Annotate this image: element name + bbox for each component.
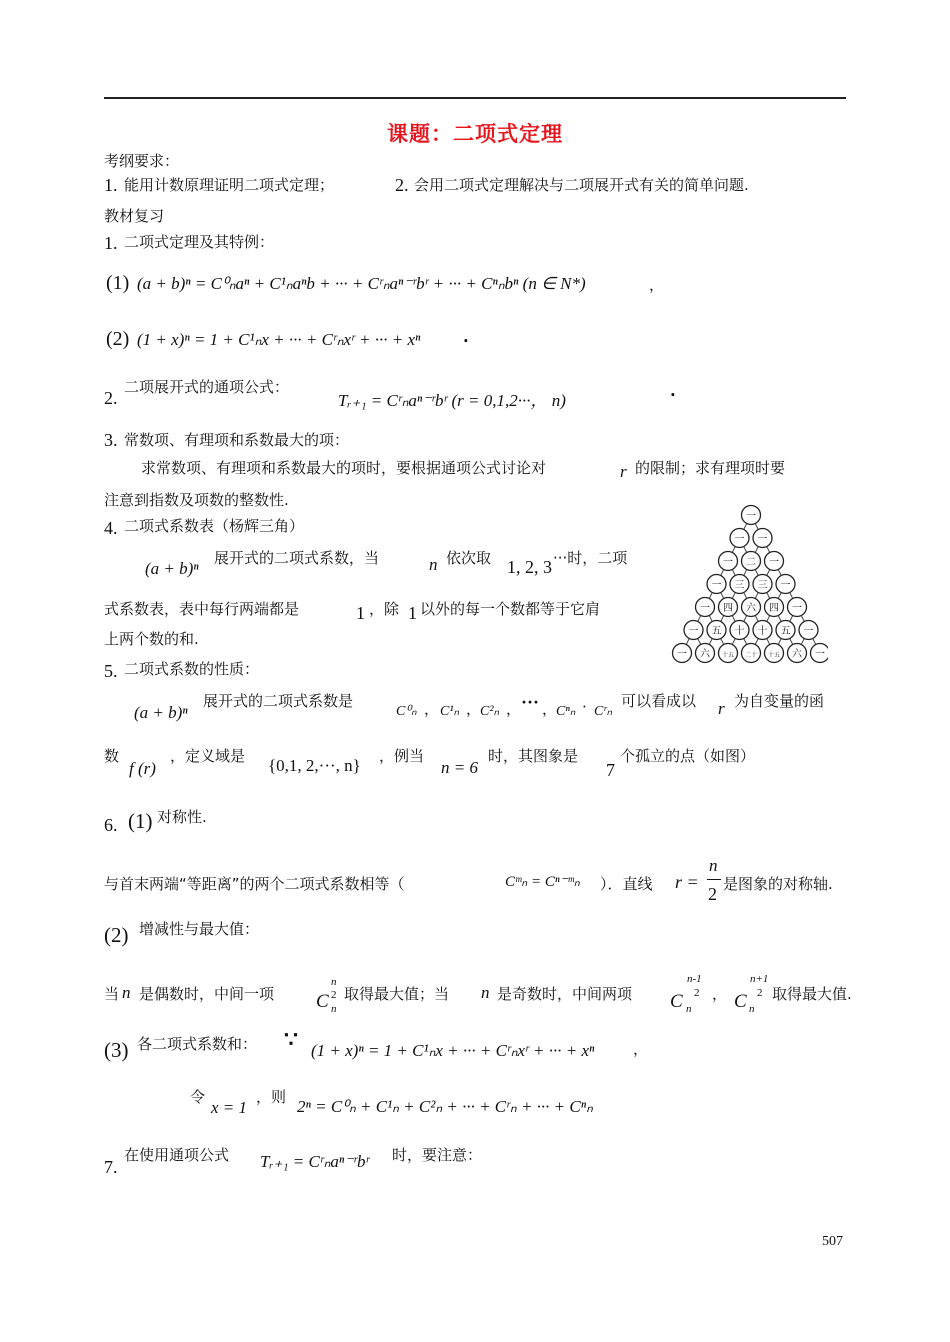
- odd-coef-sup-a: n-1: [687, 973, 702, 985]
- item5-domain: {0,1, 2,···, n}: [268, 756, 361, 775]
- req-text-1: 能用计数原理证明二项式定理；: [124, 176, 335, 194]
- item3-text-c: 注意到指数及项数的整数性.: [104, 491, 289, 509]
- formula1-label: (1): [106, 272, 130, 294]
- item4-number: 4.: [104, 518, 118, 538]
- max-text-a: 当: [104, 985, 120, 1003]
- triangle-node-label: 三: [757, 580, 768, 591]
- item6-number: 6.: [104, 815, 118, 835]
- triangle-node-label: 一: [780, 580, 791, 591]
- max-text-e: ，: [712, 985, 728, 1003]
- symmetry-numerator: n: [709, 856, 718, 875]
- section-review: 教材复习: [104, 207, 165, 225]
- item7-tail: 时，要注意：: [392, 1146, 483, 1164]
- symmetry-axis-lhs: r =: [675, 872, 699, 892]
- req-text-2: 会用二项式定理解决与二项展开式有关的简单问题.: [414, 176, 749, 194]
- item4-one-b: 1: [408, 603, 417, 623]
- triangle-node-label: 五: [780, 626, 791, 637]
- triangle-node-label: 十: [734, 626, 745, 637]
- item4-sequence: 1, 2, 3: [507, 557, 552, 577]
- coef-dot: ·: [582, 698, 587, 716]
- item5-text-f: ，例当: [379, 747, 425, 765]
- item4-heading: 二项式系数表（杨辉三角）: [124, 517, 305, 535]
- item7-text: 在使用通项公式: [124, 1146, 230, 1164]
- req-number-1: 1.: [104, 175, 118, 195]
- item5-seven: 7: [606, 760, 615, 780]
- item6-part2-heading: 增减性与最大值：: [139, 920, 260, 938]
- triangle-node-label: 一: [815, 649, 825, 660]
- yang-hui-triangle: [666, 503, 828, 673]
- coef-c1: C¹ₙ: [440, 704, 460, 719]
- even-coef-sup-num: n: [331, 976, 337, 988]
- odd-coef-sup-b: n+1: [750, 973, 769, 985]
- triangle-node-label: 一: [803, 626, 814, 637]
- triangle-node-label: 十五: [721, 652, 735, 659]
- triangle-node-label: 四: [769, 603, 779, 614]
- special-case-formula: (1 + x)ⁿ = 1 + C¹ₙx + ··· + Cʳₙxʳ + ··· + xⁿ: [137, 330, 421, 349]
- because-symbol: ∵: [284, 1027, 298, 1052]
- page-title: 课题：二项式定理: [387, 122, 563, 146]
- max-text-b: 是偶数时，中间一项: [139, 985, 275, 1003]
- triangle-node-label: 一: [677, 649, 687, 660]
- odd-coef-sub-a: n: [686, 1003, 692, 1015]
- triangle-node-label: 一: [734, 534, 745, 545]
- item5-number: 5.: [104, 661, 118, 681]
- item5-binomial: (a + b)ⁿ: [134, 703, 188, 722]
- triangle-node-label: 六: [792, 649, 802, 660]
- odd-coef-den-a: 2: [694, 987, 700, 999]
- item1-number: 1.: [104, 233, 118, 253]
- item5-heading: 二项式系数的性质：: [124, 660, 260, 678]
- formula2-tail: .: [463, 328, 469, 346]
- triangle-node-label: 六: [746, 603, 756, 614]
- item4-text-f: 以外的每一个数都等于它肩: [420, 600, 601, 618]
- coef-c0: C⁰ₙ: [396, 704, 417, 719]
- triangle-node-label: 五: [711, 626, 722, 637]
- item5-text-h: 个孤立的点（如图）: [620, 747, 756, 765]
- item2-heading: 二项展开式的通项公式：: [124, 378, 290, 396]
- triangle-node-label: 二十: [744, 652, 758, 659]
- symmetry-text-c: 是图象的对称轴.: [723, 875, 833, 893]
- item4-one-a: 1: [356, 603, 365, 623]
- triangle-node-label: 六: [700, 649, 710, 660]
- item5-text-a: 展开式的二项式系数是: [203, 692, 354, 710]
- odd-coef-letter-b: C: [734, 991, 747, 1012]
- page-number: 507: [822, 1234, 843, 1249]
- triangle-node-label: 一: [700, 603, 710, 614]
- item5-text-b: 可以看成以: [621, 692, 697, 710]
- even-coef-sub: n: [331, 1003, 337, 1015]
- item4-binomial: (a + b)ⁿ: [145, 559, 199, 578]
- item4-text-b: 依次取: [446, 549, 492, 567]
- item5-function: f (r): [129, 759, 156, 778]
- item4-text-c: ···时，二项: [553, 549, 628, 567]
- max-n-b: n: [481, 983, 490, 1002]
- symmetry-text-b: ）．直线: [600, 875, 653, 893]
- item3-heading: 常数项、有理项和系数最大的项：: [124, 431, 350, 449]
- item5-n-equals-6: n = 6: [441, 758, 478, 777]
- req-number-2: 2.: [395, 175, 409, 195]
- symmetry-fraction-bar: [707, 879, 721, 880]
- triangle-node-label: 一: [723, 557, 733, 568]
- binomial-theorem-formula: (a + b)ⁿ = C⁰ₙaⁿ + C¹ₙaⁿb + ··· + Cʳₙaⁿ⁻ʳbʳ + ··· + Cⁿₙbⁿ (n ∈ N*): [137, 274, 586, 293]
- triangle-node-label: 三: [734, 580, 745, 591]
- item3-variable-r: r: [620, 462, 627, 481]
- coefficient-sum-expansion: (1 + x)ⁿ = 1 + C¹ₙx + ··· + Cʳₙxʳ + ··· + xⁿ: [311, 1041, 595, 1060]
- item6-part2-label: (2): [104, 923, 129, 947]
- sum-tail: ，: [633, 1040, 649, 1058]
- general-term-formula: Tᵣ₊₁ = Cʳₙaⁿ⁻ʳbʳ (r = 0,1,2···， n): [338, 391, 566, 410]
- item7-number: 7.: [104, 1157, 118, 1177]
- max-text-c: 取得最大值；当: [344, 985, 450, 1003]
- formula1-tail: ，: [649, 276, 665, 294]
- item6-part3-label: (3): [104, 1038, 129, 1062]
- coef-cr: Cʳₙ: [594, 704, 613, 719]
- triangle-node-label: 一: [792, 603, 802, 614]
- triangle-node-label: 二: [746, 557, 756, 568]
- item5-text-d: 数: [104, 747, 120, 765]
- item4-text-d: 式系数表，表中每行两端都是: [104, 600, 300, 618]
- item5-text-g: 时，其图象是: [488, 747, 579, 765]
- even-coef-sup-den: 2: [331, 989, 337, 1001]
- item2-tail: .: [670, 382, 676, 400]
- triangle-node-label: 十五: [767, 652, 781, 659]
- triangle-node-label: 一: [688, 626, 699, 637]
- triangle-node-label: 一: [746, 511, 756, 522]
- coef-c2: C²ₙ: [480, 704, 500, 719]
- max-text-f: 取得最大值.: [772, 985, 852, 1003]
- item6-part3-heading: 各二项式系数和：: [137, 1035, 258, 1053]
- max-text-d: 是奇数时，中间两项: [497, 985, 633, 1003]
- item3-number: 3.: [104, 430, 118, 450]
- symmetry-formula: Cᵐₙ = Cⁿ⁻ᵐₙ: [505, 874, 580, 890]
- item7-formula: Tᵣ₊₁ = Cʳₙaⁿ⁻ʳbʳ: [260, 1152, 370, 1171]
- coef-dots: ···: [521, 692, 540, 712]
- coefficient-sum-result: 2ⁿ = C⁰ₙ + C¹ₙ + C²ₙ + ··· + Cʳₙ + ··· + Cⁿₙ: [297, 1097, 593, 1116]
- item4-text-g: 上两个数的和.: [104, 630, 199, 648]
- coef-sep-2: ，: [466, 700, 482, 718]
- symmetry-denominator: 2: [708, 884, 717, 904]
- item3-text-b: 的限制；求有理项时要: [635, 459, 786, 477]
- triangle-node-label: 一: [711, 580, 722, 591]
- item5-r: r: [718, 699, 725, 718]
- item4-text-a: 展开式的二项式系数，当: [214, 549, 380, 567]
- item6-part1-heading: 对称性.: [157, 808, 207, 826]
- item1-heading: 二项式定理及其特例：: [124, 233, 275, 251]
- item4-text-e: ，除: [369, 600, 400, 618]
- item2-number: 2.: [104, 388, 118, 408]
- triangle-node-label: 四: [723, 603, 733, 614]
- triangle-node-label: 十: [757, 626, 768, 637]
- formula2-label: (2): [106, 328, 130, 350]
- x-equals-1: x = 1: [211, 1098, 248, 1117]
- item6-part1-label: (1): [128, 809, 153, 833]
- max-n-a: n: [122, 983, 131, 1002]
- triangle-node-label: 一: [769, 557, 779, 568]
- item5-text-e: ，定义域是: [170, 747, 246, 765]
- triangle-node-label: 一: [757, 534, 768, 545]
- item5-text-c: 为自变量的函: [734, 692, 825, 710]
- then-text: ，则: [256, 1088, 287, 1106]
- odd-coef-letter-a: C: [670, 991, 683, 1012]
- let-text: 令: [190, 1088, 206, 1106]
- section-requirements: 考纲要求：: [104, 152, 180, 170]
- coef-cn: Cⁿₙ: [556, 704, 576, 719]
- symmetry-text-a: 与首末两端“等距离”的两个二项式系数相等（: [104, 875, 405, 893]
- item4-n: n: [429, 555, 438, 574]
- coef-sep-3: ，: [506, 700, 522, 718]
- top-rule: [104, 97, 846, 99]
- even-coef-letter: C: [316, 991, 329, 1012]
- item3-text-a: 求常数项、有理项和系数最大的项时，要根据通项公式讨论对: [141, 459, 547, 477]
- odd-coef-sub-b: n: [749, 1003, 755, 1015]
- odd-coef-den-b: 2: [757, 987, 763, 999]
- coef-sep-4: ，: [542, 700, 558, 718]
- coef-sep-1: ，: [424, 700, 440, 718]
